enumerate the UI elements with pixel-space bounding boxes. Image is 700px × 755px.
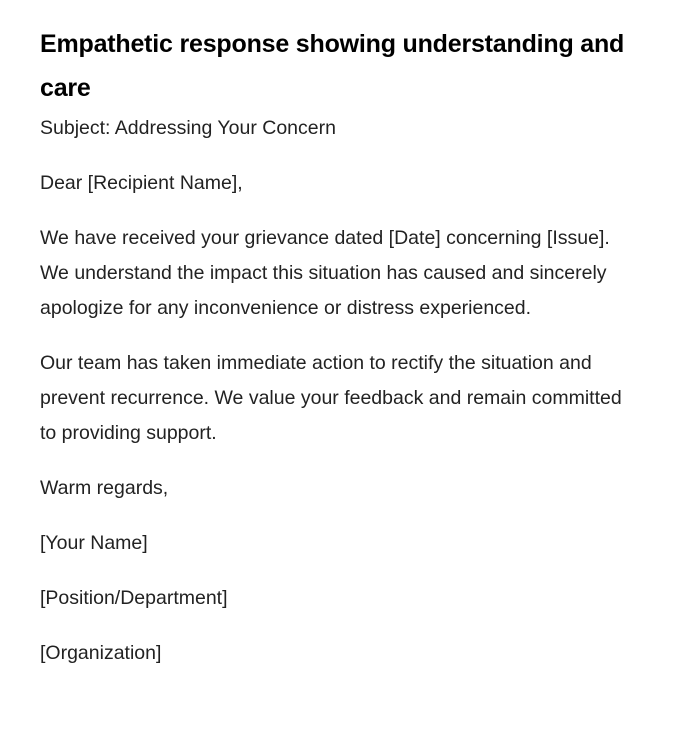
signature-name: [Your Name]	[40, 532, 148, 554]
signature-position: [Position/Department]	[40, 587, 228, 609]
page-title: Empathetic response showing understanding and care	[40, 30, 625, 102]
letter-subject: Subject: Addressing Your Concern	[40, 117, 336, 139]
letter-salutation: Dear [Recipient Name],	[40, 172, 243, 194]
letter-closing: Warm regards,	[40, 477, 169, 499]
letter-paragraph-1: We have received your grievance dated [Date] concerning [Issue]. We understand the impact this situation has caused and sincerely apologize for any inconvenience or distress experienced.	[40, 227, 610, 319]
letter-paragraph-2: Our team has taken immediate action to rectify the situation and prevent recurrence. We value your feedback and remain committed to providing support.	[40, 352, 622, 444]
signature-organization: [Organization]	[40, 642, 162, 664]
